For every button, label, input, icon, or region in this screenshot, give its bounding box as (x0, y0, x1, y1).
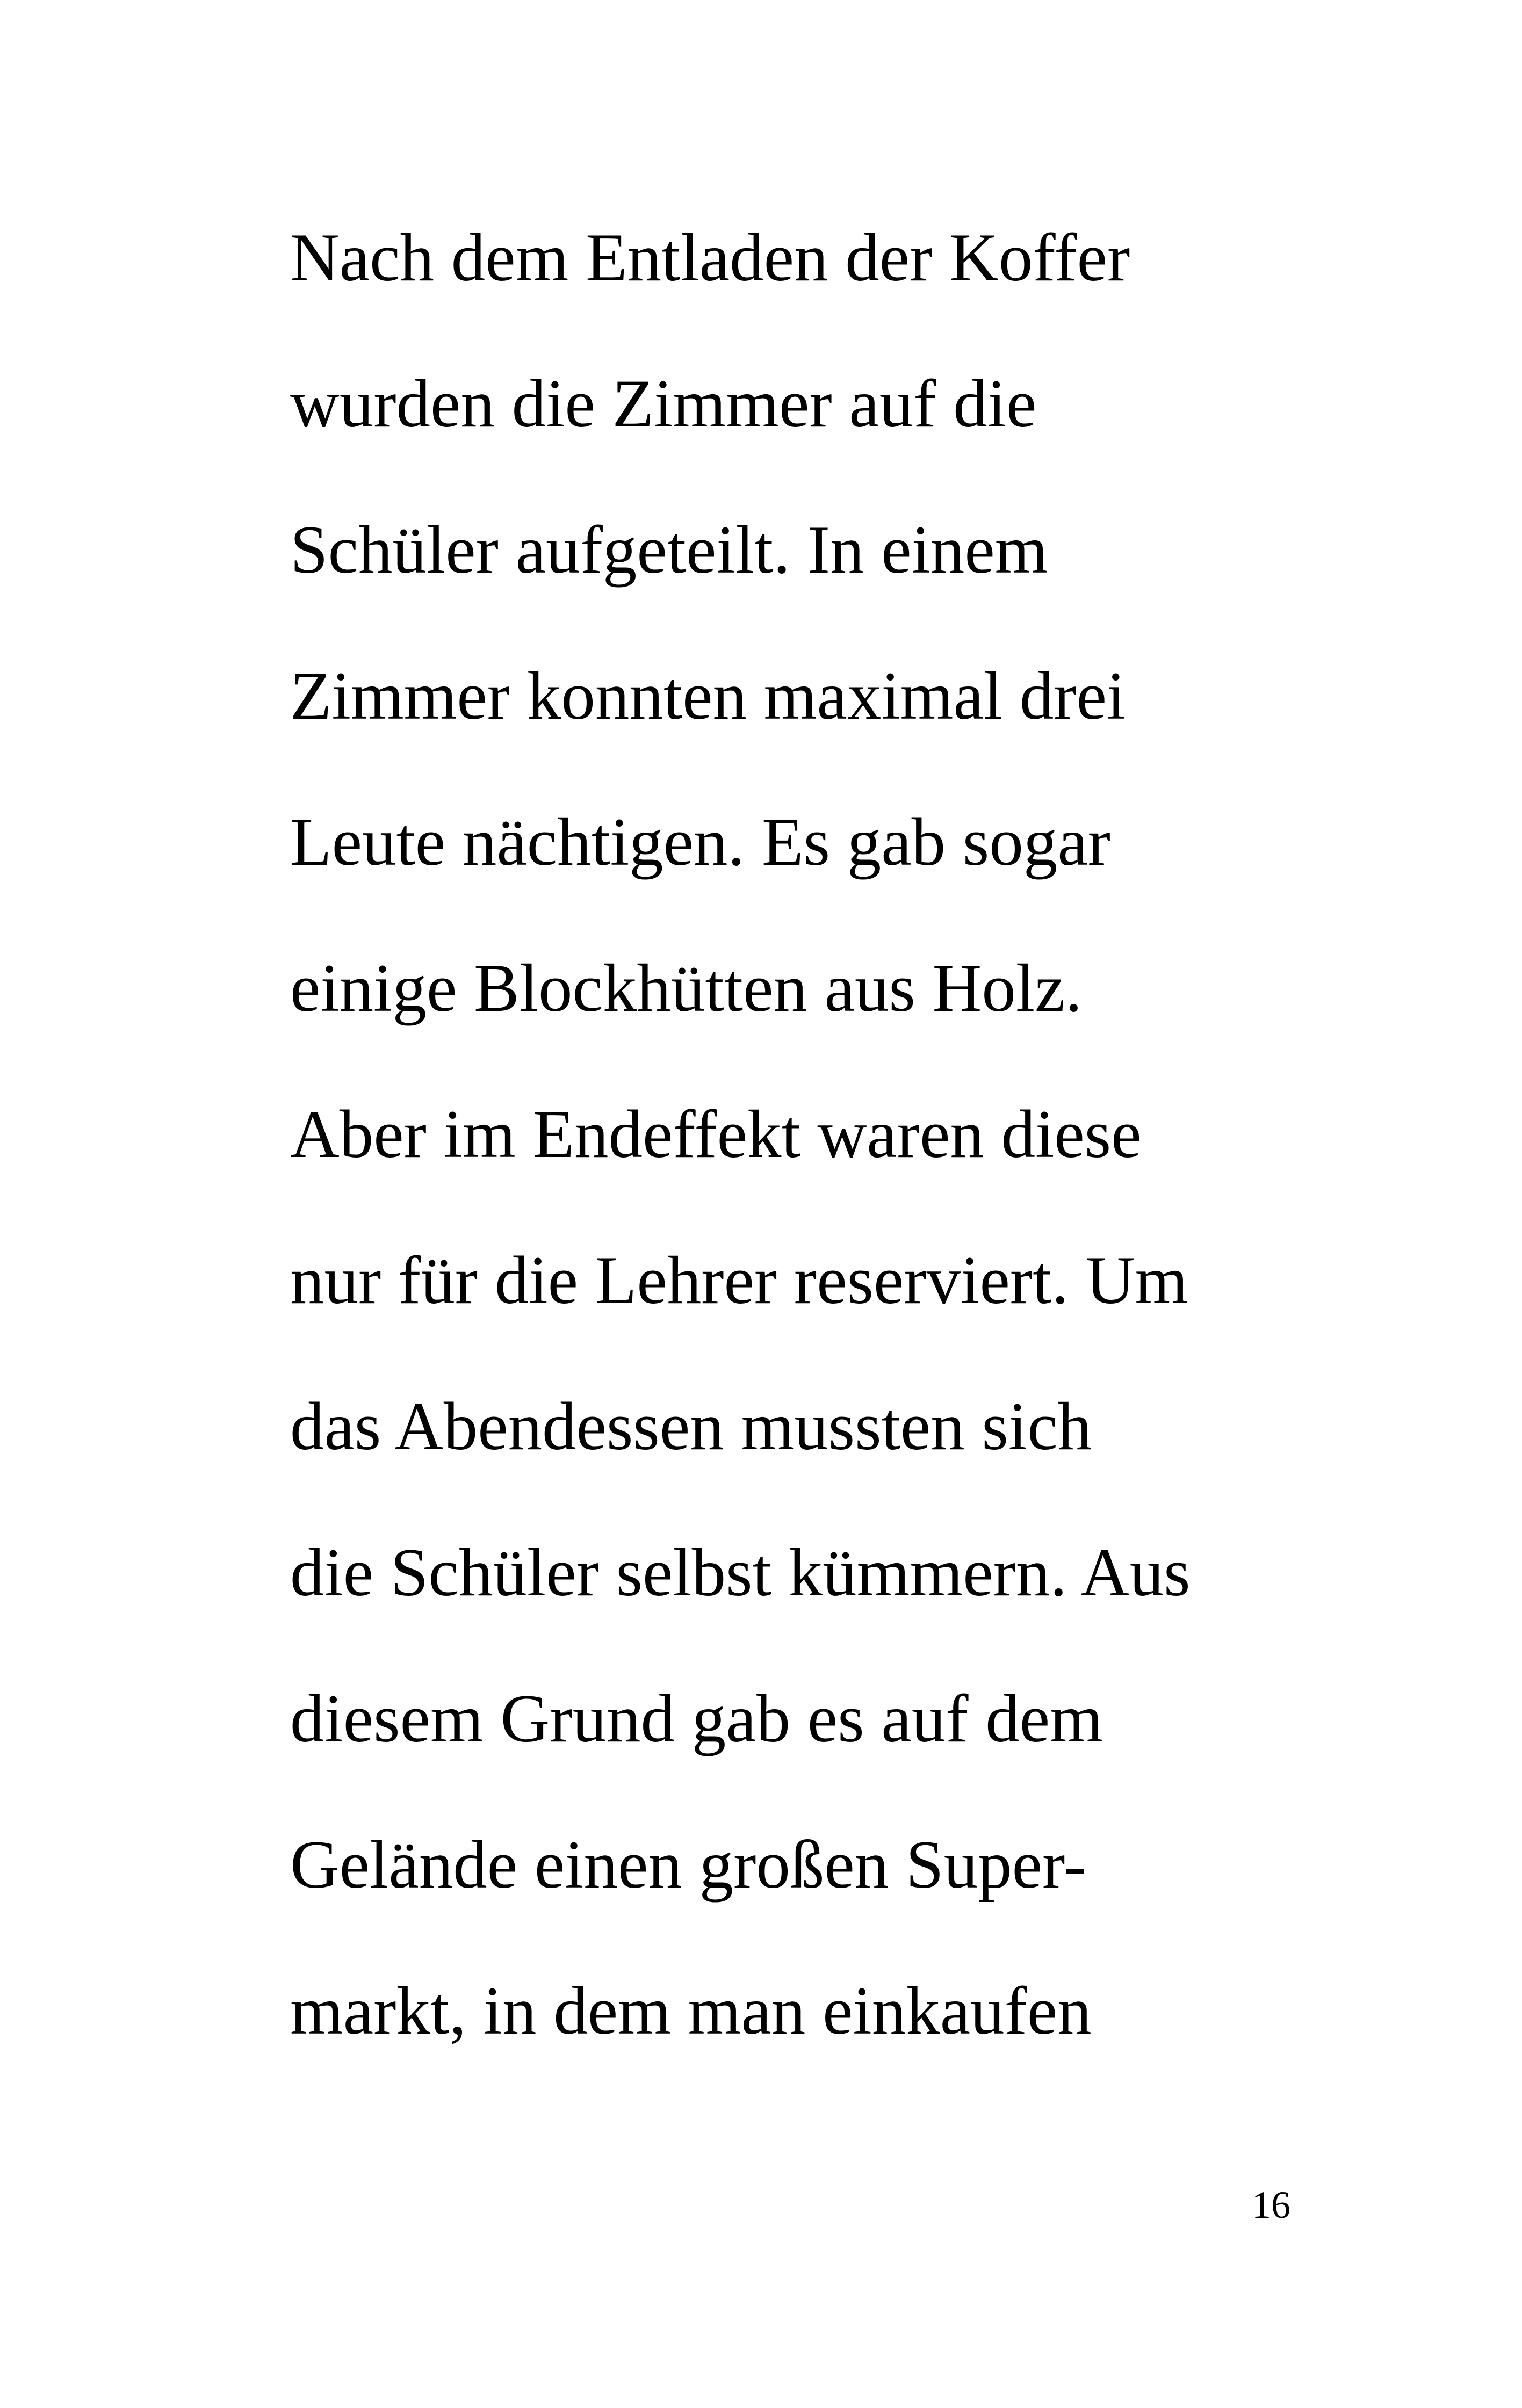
text-line: die Schüler selbst kümmern. Aus (290, 1535, 1191, 1610)
text-line: Gelände einen großen Super- (290, 1827, 1087, 1903)
text-line: nur für die Lehrer reserviert. Um (290, 1243, 1188, 1318)
text-line: markt, in dem man einkaufen (290, 1973, 1092, 2049)
text-line: diesem Grund gab es auf dem (290, 1681, 1103, 1756)
page-number: 16 (1252, 2183, 1290, 2226)
text-line: Schüler aufgeteilt. In einem (290, 512, 1048, 588)
text-line: Leute nächtigen. Es gab sogar (290, 805, 1110, 880)
text-line: Nach dem Entladen der Koffer (290, 220, 1130, 295)
text-line: Zimmer konnten maximal drei (290, 659, 1126, 734)
body-text (290, 215, 1418, 2114)
text-line: wurden die Zimmer auf die (290, 366, 1037, 442)
text-line: einige Blockhütten aus Holz. (290, 951, 1083, 1026)
text-line: Aber im Endeffekt waren diese (290, 1097, 1142, 1172)
text-line: das Abendessen mussten sich (290, 1389, 1092, 1464)
